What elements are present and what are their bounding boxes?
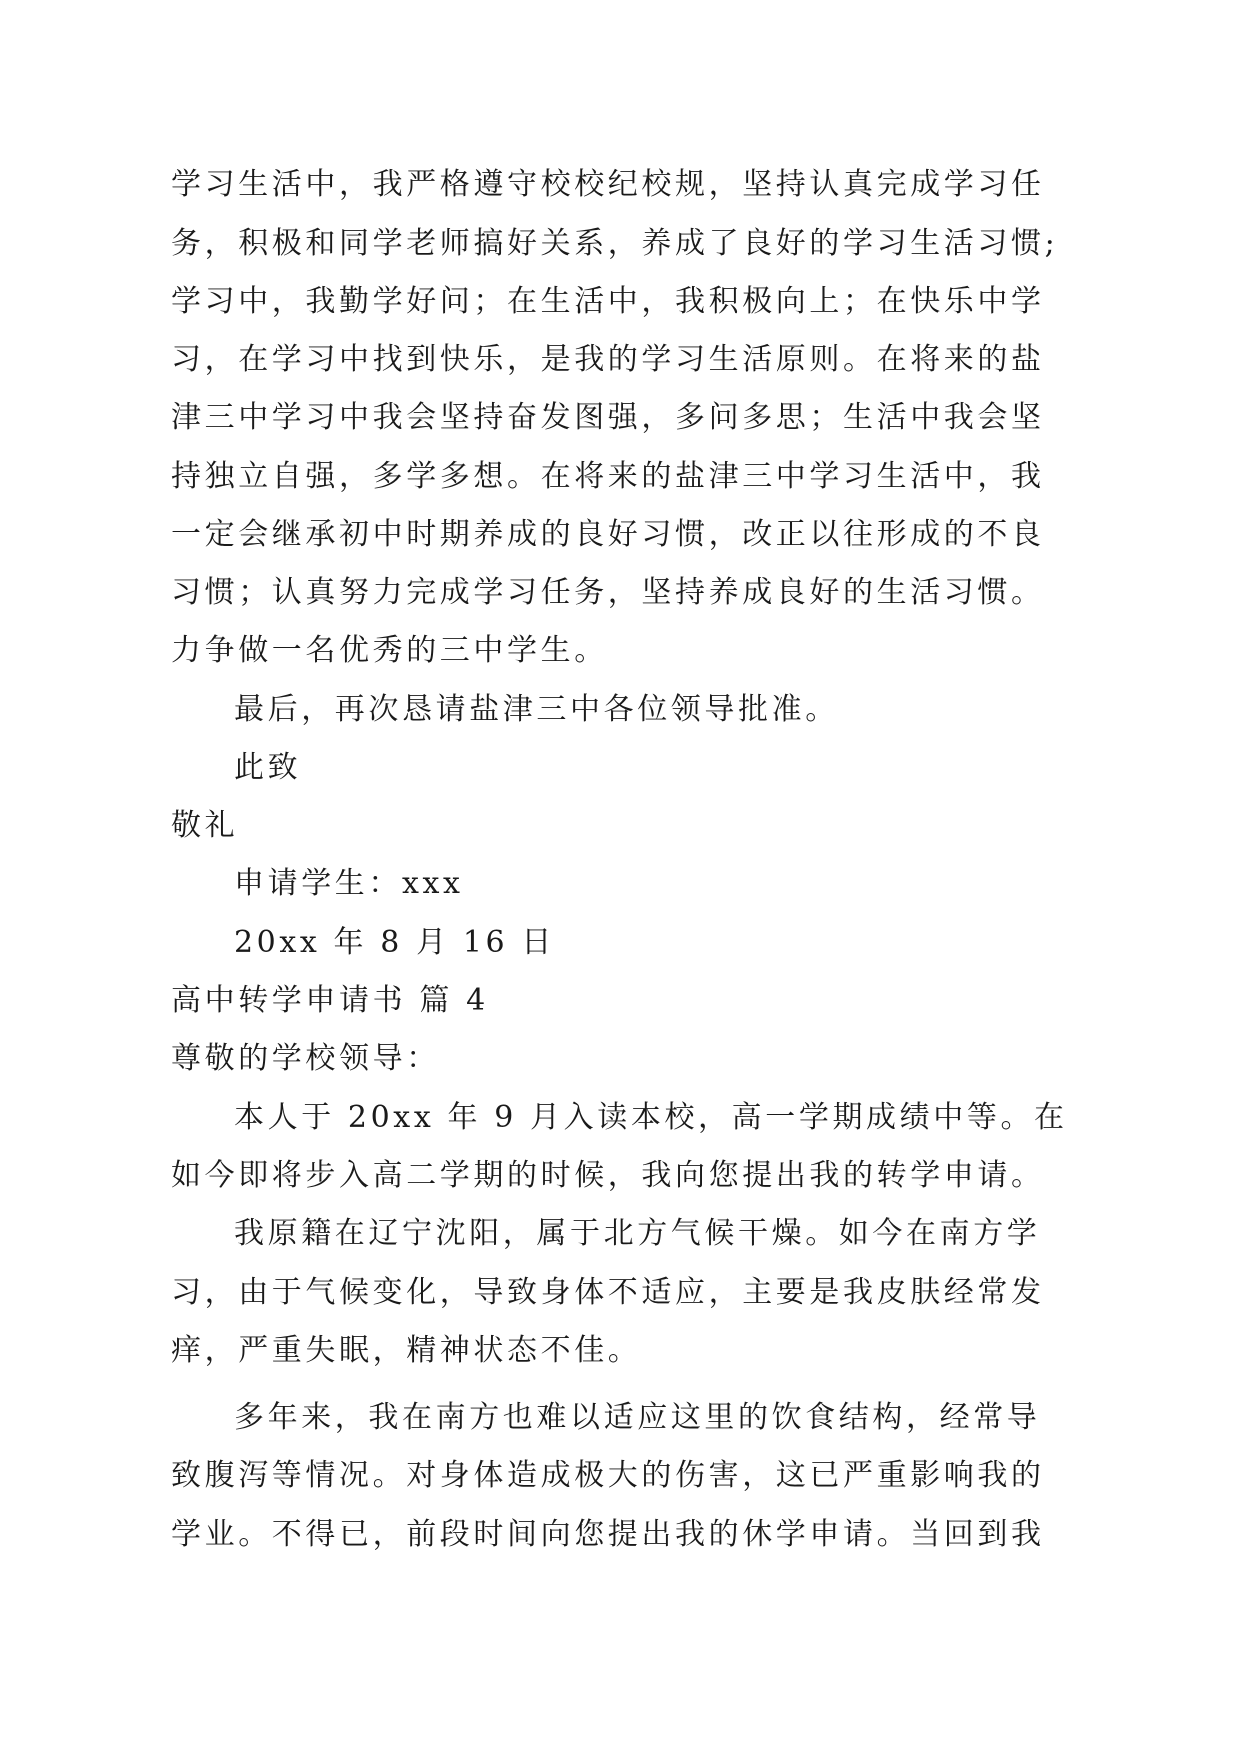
body-text-line: 致腹泻等情况。对身体造成极大的伤害，这已严重影响我的 xyxy=(171,1458,1045,1493)
letter-greeting: 尊敬的学校领导： xyxy=(171,1041,440,1076)
signature-applicant: 申请学生：xxx xyxy=(234,866,464,901)
body-text-line: 我原籍在辽宁沈阳，属于北方气候干燥。如今在南方学 xyxy=(234,1216,1041,1251)
body-text-line: 学业。不得已，前段时间向您提出我的休学申请。当回到我 xyxy=(171,1517,1045,1552)
salutation-cizhi: 此致 xyxy=(234,750,302,785)
body-text-line: 务，积极和同学老师搞好关系，养成了良好的学习生活习惯; xyxy=(171,226,1059,261)
body-text-line: 痒，严重失眠，精神状态不佳。 xyxy=(171,1333,642,1368)
body-text-line: 持独立自强，多学多想。在将来的盐津三中学习生活中，我 xyxy=(171,459,1045,494)
signature-date: 20xx 年 8 月 16 日 xyxy=(234,925,555,960)
body-text-line: 学习生活中，我严格遵守校校纪校规，坚持认真完成学习任 xyxy=(171,167,1045,202)
salutation-jingli: 敬礼 xyxy=(171,808,239,843)
body-text-line: 本人于 20xx 年 9 月入读本校，高一学期成绩中等。在 xyxy=(234,1100,1068,1135)
body-text-line: 习，由于气候变化，导致身体不适应，主要是我皮肤经常发 xyxy=(171,1275,1045,1310)
body-text-line: 津三中学习中我会坚持奋发图强，多问多思；生活中我会坚 xyxy=(171,400,1045,435)
body-text-line: 多年来，我在南方也难以适应这里的饮食结构，经常导 xyxy=(234,1400,1041,1435)
closing-request-line: 最后，再次恳请盐津三中各位领导批准。 xyxy=(234,692,839,727)
body-text-line: 力争做一名优秀的三中学生。 xyxy=(171,633,608,668)
body-text-line: 习，在学习中找到快乐，是我的学习生活原则。在将来的盐 xyxy=(171,342,1045,377)
body-text-line: 学习中，我勤学好问；在生活中，我积极向上；在快乐中学 xyxy=(171,284,1045,319)
body-text-line: 一定会继承初中时期养成的良好习惯，改正以往形成的不良 xyxy=(171,517,1045,552)
body-text-line: 如今即将步入高二学期的时候，我向您提出我的转学申请。 xyxy=(171,1158,1045,1193)
body-text-line: 习惯；认真努力完成学习任务，坚持养成良好的生活习惯。 xyxy=(171,575,1045,610)
section-heading: 高中转学申请书 篇 4 xyxy=(171,983,489,1018)
